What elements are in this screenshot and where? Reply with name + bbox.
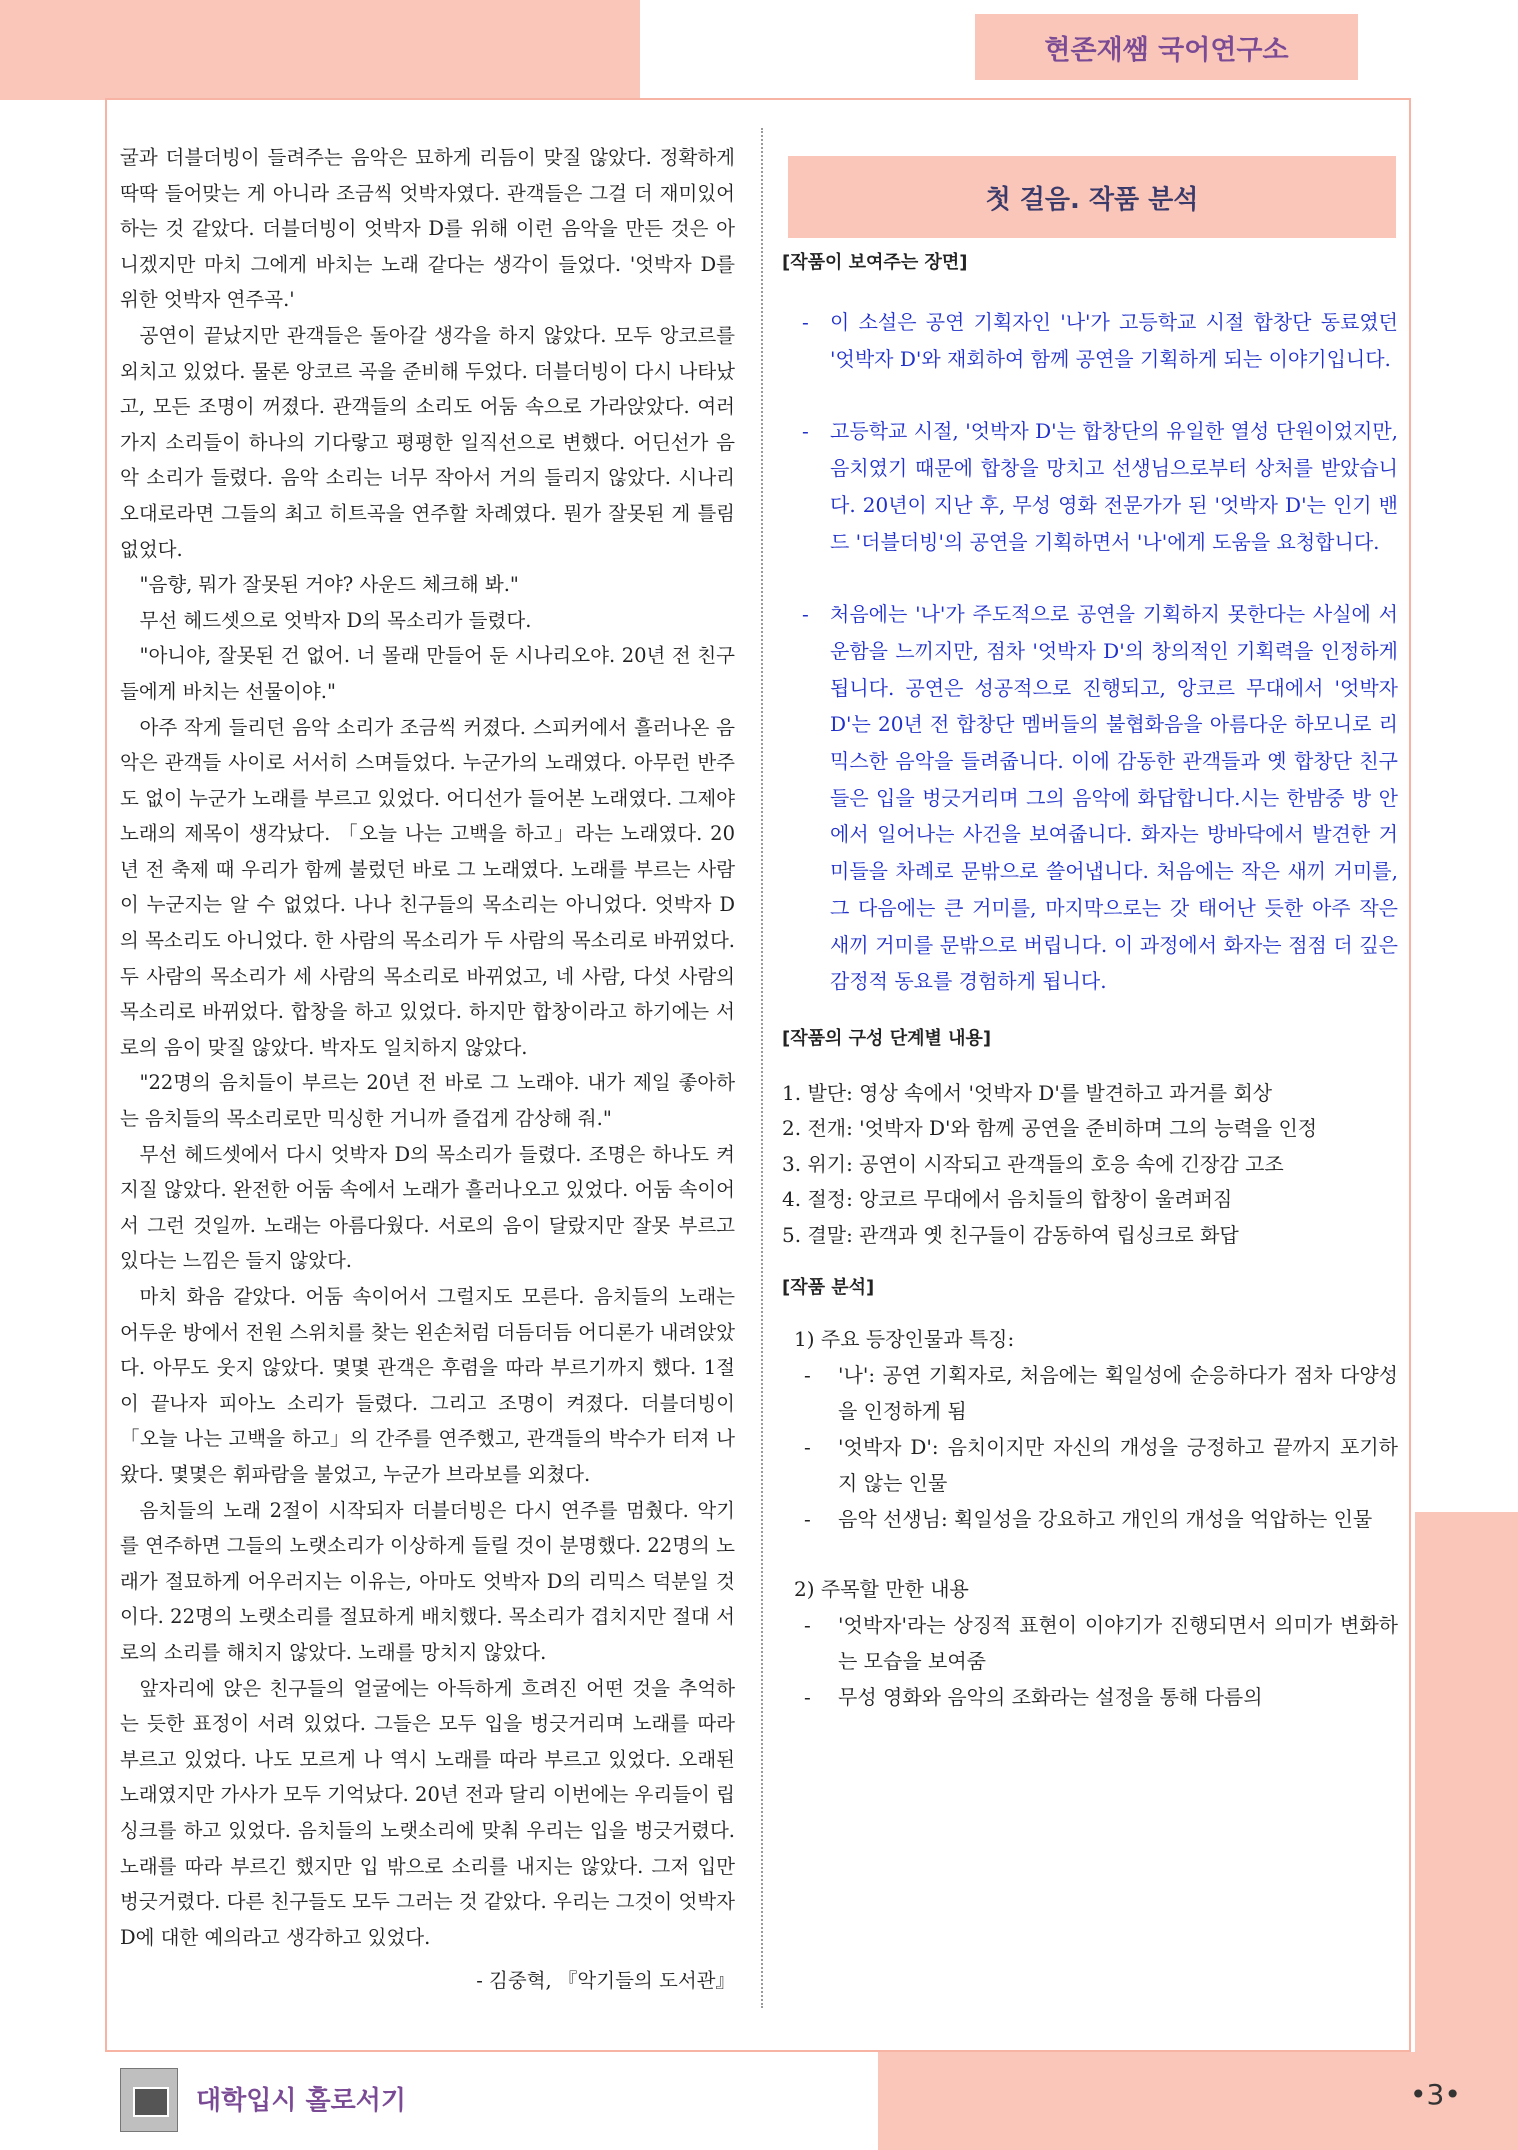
list-item: 2. 전개: '엇박자 D'와 함께 공연을 준비하며 그의 능력을 인정 [782,1116,1318,1141]
story-paragraph: 공연이 끝났지만 관객들은 돌아갈 생각을 하지 않았다. 모두 앙코르를 외치고 있었다. 물론 앙코르 곡을 준비해 두었다. 더블더빙이 다시 나타났고, 모든 조명이 꺼졌다. 관객들의 소리도 어둠 속으로 가라앉았다. 여러 가지 소리들이 하나의 기다랗고 평평한 일직선으로 변했다. 어딘선가 음악 소리가 들렸다. 음악 소리는 너무 작아서 거의 들리지 않았다. 시나리오대로라면 그들의 최고 히트곡을 연주할 차례였다. 뭔가 잘못된 게 틀림없었다. [120,323,735,561]
analysis-column [782,248,1402,1715]
stage-heading: [작품의 구성 단계별 내용] [782,1027,992,1049]
footer-label: 대학입시 홀로서기 [196,2086,406,2116]
list-item: 4. 절정: 앙코르 무대에서 음치들의 합창이 울려퍼짐 [782,1187,1233,1212]
story-paragraph: "음향, 뭐가 잘못된 거야? 사운드 체크해 봐." [139,573,519,597]
list-item: - '엇박자 D': 음치이지만 자신의 개성을 긍정하고 끝까지 포기하지 않는 인물 [804,1435,1398,1496]
notable-heading: 2) 주목할 만한 내용 [794,1577,969,1602]
story-paragraph: 음치들의 노래 2절이 시작되자 더블더빙은 다시 연주를 멈췄다. 악기를 연주하면 그들의 노랫소리가 이상하게 들릴 것이 분명했다. 22명의 노래가 절묘하게 어우러지는 이유는, 아마도 엇박자 D의 리믹스 덕분일 것이다. 22명의 노랫소리를 절묘하게 배치했다. 목소리가 겹치지만 절대 서로의 소리를 해치지 않았다. 노래를 망치지 않았다. [120,1498,735,1664]
page-number: •3• [1410,2078,1461,2111]
list-item: - '엇박자'라는 상징적 표현이 이야기가 진행되면서 의미가 변화하는 모습을 보여줌 [804,1613,1398,1674]
story-paragraph: 무선 헤드셋으로 엇박자 D의 목소리가 들렸다. [139,608,532,632]
work-heading: [작품 분석] [782,1277,875,1299]
story-paragraph: 굴과 더블더빙이 들려주는 음악은 묘하게 리듬이 맞질 않았다. 정확하게 딱딱 들어맞는 게 아니라 조금씩 엇박자였다. 관객들은 그걸 더 재미있어하는 것 같았다. 더블더빙이 엇박자 D를 위해 이런 음악을 만든 것은 아니겠지만 마치 그에게 바치는 노래 같다는 생각이 들었다. '엇박자 D를 위한 엇박자 연주곡.' [120,146,735,312]
scene-heading: [작품이 보여주는 장면] [782,252,968,273]
header-badge: 현존재쌤 국어연구소 [975,14,1358,80]
section-title: 첫 걸음. 작품 분석 [788,156,1396,238]
story-paragraph: "22명의 음치들이 부르는 20년 전 바로 그 노래야. 내가 제일 좋아하는 음치들의 목소리로만 믹싱한 거니까 즐겁게 감상해 줘." [120,1071,735,1131]
list-item: 3. 위기: 공연이 시작되고 관객들의 호응 속에 긴장감 고조 [782,1151,1284,1176]
stage-list [782,1076,1402,1254]
list-item: - 음악 선생님: 획일성을 강요하고 개인의 개성을 억압하는 인물 [804,1507,1373,1532]
list-item: - 처음에는 '나'가 주도적으로 공연을 기획하지 못한다는 사실에 서운함을 느끼지만, 점차 '엇박자 D'의 창의적인 기획력을 인정하게 됩니다. 공연은 성공적으로 진행되고, 앙코르 무대에서 '엇박자 D'는 20년 전 합창단 멤버들의 불협화음을 아름다운 하모니로 리믹스한 음악을 들려줍니다. 이에 감동한 관객들과 옛 합창단 친구들은 입을 벙긋거리며 그의 음악에 화답합니다.시는 한밤중 방 안에서 일어나는 사건을 보여줍니다. 화자는 방바닥에서 발견한 거미들을 차례로 문밖으로 쓸어냅니다. 처음에는 작은 새끼 거미를, 그 다음에는 큰 거미를, 마지막으로는 갓 태어난 듯한 아주 작은 새끼 거미를 문밖으로 버립니다. 이 과정에서 화자는 점점 더 깊은 감정적 동요를 경험하게 됩니다. [802,602,1398,994]
story-paragraph: 앞자리에 앉은 친구들의 얼굴에는 아득하게 흐려진 어떤 것을 추억하는 듯한 표정이 서려 있었다. 그들은 모두 입을 벙긋거리며 노래를 따라 부르고 있었다. 나도 모르게 나 역시 노래를 따라 부르고 있었다. 오래된 노래였지만 가사가 모두 기억났다. 20년 전과 달리 이번에는 우리들이 립싱크를 하고 있었다. 음치들의 노랫소리에 맞춰 우리는 입을 벙긋거렸다. 노래를 따라 부르긴 했지만 입 밖으로 소리를 내지는 않았다. 그저 입만 벙긋거렸다. 다른 친구들도 모두 그러는 것 같았다. 우리는 그것이 엇박자 D에 대한 예의라고 생각하고 있었다. [120,1676,735,1949]
list-item: - 무성 영화와 음악의 조화라는 설정을 통해 다름의 [804,1685,1263,1710]
story-source: - 김중혁, 『악기들의 도서관』 [476,1969,735,1993]
list-item: 5. 결말: 관객과 옛 친구들이 감동하여 립싱크로 화답 [782,1222,1239,1247]
story-paragraph: 무선 헤드셋에서 다시 엇박자 D의 목소리가 들렸다. 조명은 하나도 켜지질 않았다. 완전한 어둠 속에서 노래가 흘러나오고 있었다. 어둠 속이어서 그런 것일까. 노래는 아름다웠다. 서로의 음이 달랐지만 잘못 부르고 있다는 느낌은 들지 않았다. [120,1142,735,1273]
list-item: 1. 발단: 영상 속에서 '엇박자 D'를 발견하고 과거를 회상 [782,1080,1273,1105]
logo-icon [120,2068,178,2132]
story-paragraph: 아주 작게 들리던 음악 소리가 조금씩 커졌다. 스피커에서 흘러나온 음악은 관객들 사이로 서서히 스며들었다. 누군가의 노래였다. 아무런 반주도 없이 누군가 노래를 부르고 있었다. 어디선가 들어본 노래였다. 그제야 노래의 제목이 생각났다. 「오늘 나는 고백을 하고」라는 노래였다. 20년 전 축제 때 우리가 함께 불렀던 바로 그 노래였다. 노래를 부르는 사람이 누군지는 알 수 없었다. 나나 친구들의 목소리는 아니었다. 엇박자 D의 목소리도 아니었다. 한 사람의 목소리가 두 사람의 목소리로 바뀌었다. 두 사람의 목소리가 세 사람의 목소리로 바뀌었고, 네 사람, 다섯 사람의 목소리로 바뀌었다. 합창을 하고 있었다. 하지만 합창이라고 하기에는 서로의 음이 맞질 않았다. 박자도 일치하지 않았다. [120,715,735,1059]
corner-decoration-top-left [0,0,640,100]
analysis-details [782,1321,1402,1715]
list-item: - 고등학교 시절, '엇박자 D'는 합창단의 유일한 열성 단원이었지만, 음치였기 때문에 합창을 망치고 선생님으로부터 상처를 받았습니다. 20년이 지난 후, 무성 영화 전문가가 된 '엇박자 D'는 인기 밴드 '더블더빙'의 공연을 기획하면서 '나'에게 도움을 요청합니다. [802,419,1398,554]
characters-heading: 1) 주요 등장인물과 특징: [794,1327,1015,1352]
list-item: - 이 소설은 공연 기획자인 '나'가 고등학교 시절 합창단 동료였던 '엇박자 D'와 재회하여 함께 공연을 기획하게 되는 이야기입니다. [802,310,1398,371]
story-paragraph: 마치 화음 같았다. 어둠 속이어서 그럴지도 모른다. 음치들의 노래는 어두운 방에서 전원 스위치를 찾는 왼손처럼 더듬더듬 어디론가 내려앉았다. 아무도 웃지 않았다. 몇몇 관객은 후렴을 따라 부르기까지 했다. 1절이 끝나자 피아노 소리가 들렸다. 그리고 조명이 켜졌다. 더블더빙이 「오늘 나는 고백을 하고」의 간주를 연주했고, 관객들의 박수가 터져 나왔다. 몇몇은 휘파람을 불었고, 누군가 브라보를 외쳤다. [120,1285,735,1486]
scene-list [782,304,1402,1000]
list-item: - '나': 공연 기획자로, 처음에는 획일성에 순응하다가 점차 다양성을 인정하게 됨 [804,1363,1398,1424]
column-divider [761,128,765,2008]
story-excerpt [120,140,735,1999]
story-paragraph: "아니야, 잘못된 건 없어. 너 몰래 만들어 둔 시나리오야. 20년 전 친구들에게 바치는 선물이야." [120,644,735,703]
